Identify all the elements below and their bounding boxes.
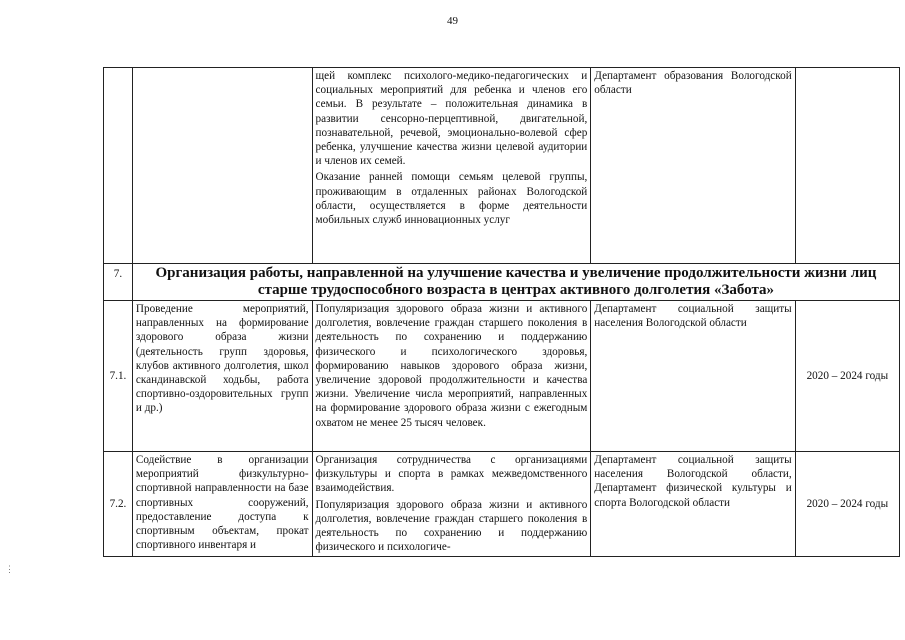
result-paragraph: щей комплекс психолого-медико-педагогических и социальных мероприятий для ребенка и членов его семьи. В результате – положительная динамика в развитии сенсорно-перцептивной, двигательной, познавательной, речевой, эмоционально-волевой сфер ребенка, улучшение качества жизни целевой аудитории и членов их семей.	[315, 70, 588, 168]
cell-result	[312, 452, 591, 557]
cell-activity: Содействие в организации мероприятий физкультурно-спортивной направленности на базе спортивных сооружений, предоставление доступа к спортивным объектам, прокат спортивного инвентаря и	[132, 452, 312, 557]
table-row-7-2	[104, 452, 900, 557]
cell-result	[312, 301, 591, 452]
result-paragraph: Популяризация здорового образа жизни и активного долголетия, вовлечение граждан старшего поколения в деятельность по сохранению и поддержанию физического и психологического здоровья, формированию навыков здорового образа жизни, увеличение здоровой продолжительности и качества жизни. Увеличение числа мероприятий, направленных на формирование здорового образа жизни с ежегодным охватом не менее 25 тысяч человек.	[315, 303, 588, 429]
cell-activity-empty	[132, 68, 312, 264]
row-number: 7.1.	[104, 301, 133, 452]
cell-period-empty	[795, 68, 899, 264]
cell-number-empty	[104, 68, 133, 264]
cell-executor: Департамент образования Вологодской области	[591, 68, 795, 264]
cell-period: 2020 – 2024 годы	[795, 452, 899, 557]
row-number: 7.2.	[104, 452, 133, 557]
result-paragraph: Организация сотрудничества с организациями физкультуры и спорта в рамках межведомственного взаимодействия.	[315, 454, 588, 495]
section-title: Организация работы, направленной на улучшение качества и увеличение продолжительности жизни лиц старше трудоспособного возраста в центрах активного долголетия «Забота»	[132, 264, 899, 301]
table-row-7-1	[104, 301, 900, 452]
cell-result	[312, 68, 591, 264]
result-paragraph: Популяризация здорового образа жизни и активного долголетия, вовлечение граждан старшего поколения в деятельность по сохранению и поддержанию физического и психологиче-	[315, 498, 588, 554]
result-paragraph: Оказание ранней помощи семьям целевой группы, проживающим в отдаленных районах Вологодской области, осуществляется в форме деятельности мобильных служб инновационных услуг	[315, 171, 588, 227]
measures-table	[103, 67, 900, 557]
cell-executor: Департамент социальной защиты населения Вологодской области	[591, 301, 795, 452]
section-number: 7.	[104, 264, 133, 301]
cell-executor: Департамент социальной защиты населения Вологодской области, Департамент физической культуры и спорта Вологодской области	[591, 452, 795, 557]
section-row	[104, 264, 900, 301]
page-number: 49	[447, 15, 458, 27]
cell-activity: Проведение мероприятий, направленных на формирование здорового образа жизни (деятельность групп здоровья, клубов активного долголетия, школ скандинавской ходьбы, работа спортивно-оздоровительных групп и др.)	[132, 301, 312, 452]
table-row-continued	[104, 68, 900, 264]
cell-period: 2020 – 2024 годы	[795, 301, 899, 452]
scan-mark: ⋮	[5, 564, 14, 574]
